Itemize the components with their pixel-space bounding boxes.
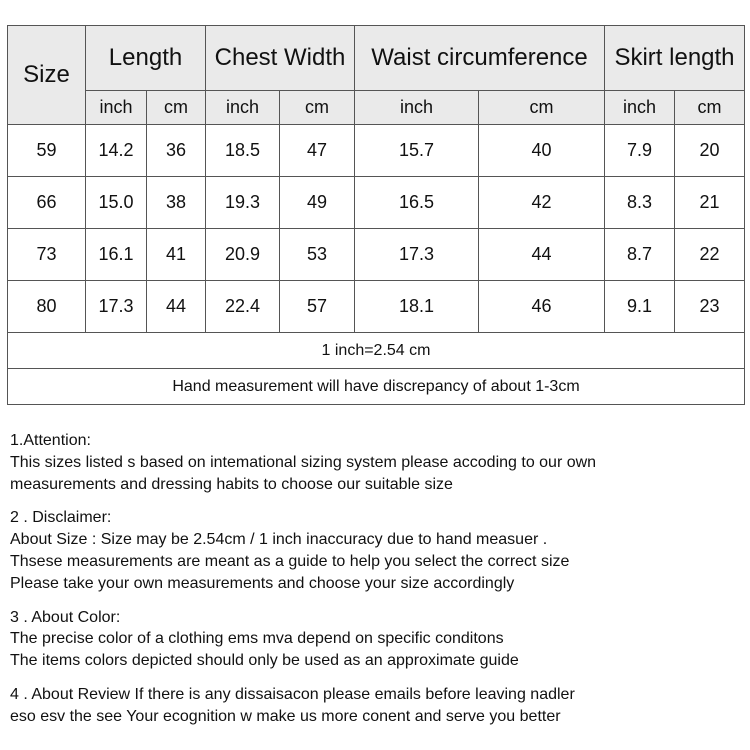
- size-chart-table: [7, 25, 745, 405]
- cell-skirt-cm: 21: [675, 177, 745, 229]
- cell-chest-inch: 18.5: [206, 125, 280, 177]
- cell-skirt-inch: 8.3: [605, 177, 675, 229]
- header-row: [8, 26, 745, 91]
- unit-skirt-inch: inch: [605, 91, 675, 125]
- cell-size: 66: [8, 177, 86, 229]
- conversion-note: 1 inch=2.54 cm: [8, 333, 745, 369]
- cell-skirt-cm: 20: [675, 125, 745, 177]
- color-line: The items colors depicted should only be used as an approximate guide: [10, 652, 519, 670]
- cell-waist-inch: 17.3: [355, 229, 479, 281]
- attention-line: This sizes listed s based on intemational sizing system please accoding to our own: [10, 453, 597, 471]
- review-line: 4 . About Review If there is any dissaisacon please emails before leaving nadler: [10, 685, 575, 703]
- unit-chest-cm: cm: [280, 91, 355, 125]
- cell-chest-cm: 49: [280, 177, 355, 229]
- cell-length-cm: 38: [147, 177, 206, 229]
- unit-waist-cm: cm: [479, 91, 605, 125]
- cell-waist-inch: 18.1: [355, 281, 479, 333]
- color-line: The precise color of a clothing ems mva depend on specific conditons: [10, 630, 504, 648]
- notes-section: [10, 430, 745, 740]
- cell-skirt-inch: 7.9: [605, 125, 675, 177]
- discrepancy-note: Hand measurement will have discrepancy of about 1-3cm: [8, 369, 745, 405]
- cell-chest-cm: 57: [280, 281, 355, 333]
- table-row: [8, 125, 745, 177]
- review-line: eso esv the see Your ecognition w make us more conent and serve you better: [10, 707, 561, 725]
- cell-chest-inch: 19.3: [206, 177, 280, 229]
- cell-skirt-inch: 8.7: [605, 229, 675, 281]
- cell-length-cm: 36: [147, 125, 206, 177]
- attention-line: measurements and dressing habits to choose our suitable size: [10, 475, 453, 493]
- conversion-row: [8, 333, 745, 369]
- review-section: [10, 684, 745, 728]
- header-chest-width: Chest Width: [206, 26, 355, 91]
- cell-waist-inch: 16.5: [355, 177, 479, 229]
- disclaimer-line: Please take your own measurements and choose your size accordingly: [10, 574, 515, 592]
- disclaimer-line: About Size : Size may be 2.54cm / 1 inch inaccuracy due to hand measuer .: [10, 531, 548, 549]
- unit-length-inch: inch: [86, 91, 147, 125]
- table-row: [8, 281, 745, 333]
- table-row: [8, 229, 745, 281]
- header-size: Size: [8, 26, 86, 125]
- cell-waist-cm: 46: [479, 281, 605, 333]
- unit-row: [8, 91, 745, 125]
- cell-size: 59: [8, 125, 86, 177]
- cell-chest-cm: 47: [280, 125, 355, 177]
- cell-waist-cm: 44: [479, 229, 605, 281]
- cell-size: 73: [8, 229, 86, 281]
- color-title: 3 . About Color:: [10, 608, 121, 626]
- unit-waist-inch: inch: [355, 91, 479, 125]
- header-waist-circumference: Waist circumference: [355, 26, 605, 91]
- unit-chest-inch: inch: [206, 91, 280, 125]
- cell-length-cm: 44: [147, 281, 206, 333]
- cell-length-cm: 41: [147, 229, 206, 281]
- cell-length-inch: 17.3: [86, 281, 147, 333]
- cell-waist-cm: 42: [479, 177, 605, 229]
- disclaimer-title: 2 . Disclaimer:: [10, 509, 112, 527]
- cell-length-inch: 16.1: [86, 229, 147, 281]
- cell-waist-inch: 15.7: [355, 125, 479, 177]
- unit-length-cm: cm: [147, 91, 206, 125]
- cell-skirt-cm: 23: [675, 281, 745, 333]
- cell-length-inch: 15.0: [86, 177, 147, 229]
- attention-title: 1.Attention:: [10, 432, 91, 449]
- cell-chest-inch: 22.4: [206, 281, 280, 333]
- discrepancy-row: [8, 369, 745, 405]
- cell-skirt-cm: 22: [675, 229, 745, 281]
- cell-chest-inch: 20.9: [206, 229, 280, 281]
- disclaimer-line: Thsese measurements are meant as a guide to help you select the correct size: [10, 552, 570, 570]
- disclaimer-section: [10, 507, 745, 594]
- attention-section: [10, 430, 745, 495]
- cell-length-inch: 14.2: [86, 125, 147, 177]
- header-length: Length: [86, 26, 206, 91]
- cell-skirt-inch: 9.1: [605, 281, 675, 333]
- cell-size: 80: [8, 281, 86, 333]
- cell-chest-cm: 53: [280, 229, 355, 281]
- header-skirt-length: Skirt length: [605, 26, 745, 91]
- table-row: [8, 177, 745, 229]
- unit-skirt-cm: cm: [675, 91, 745, 125]
- cell-waist-cm: 40: [479, 125, 605, 177]
- color-section: [10, 607, 745, 672]
